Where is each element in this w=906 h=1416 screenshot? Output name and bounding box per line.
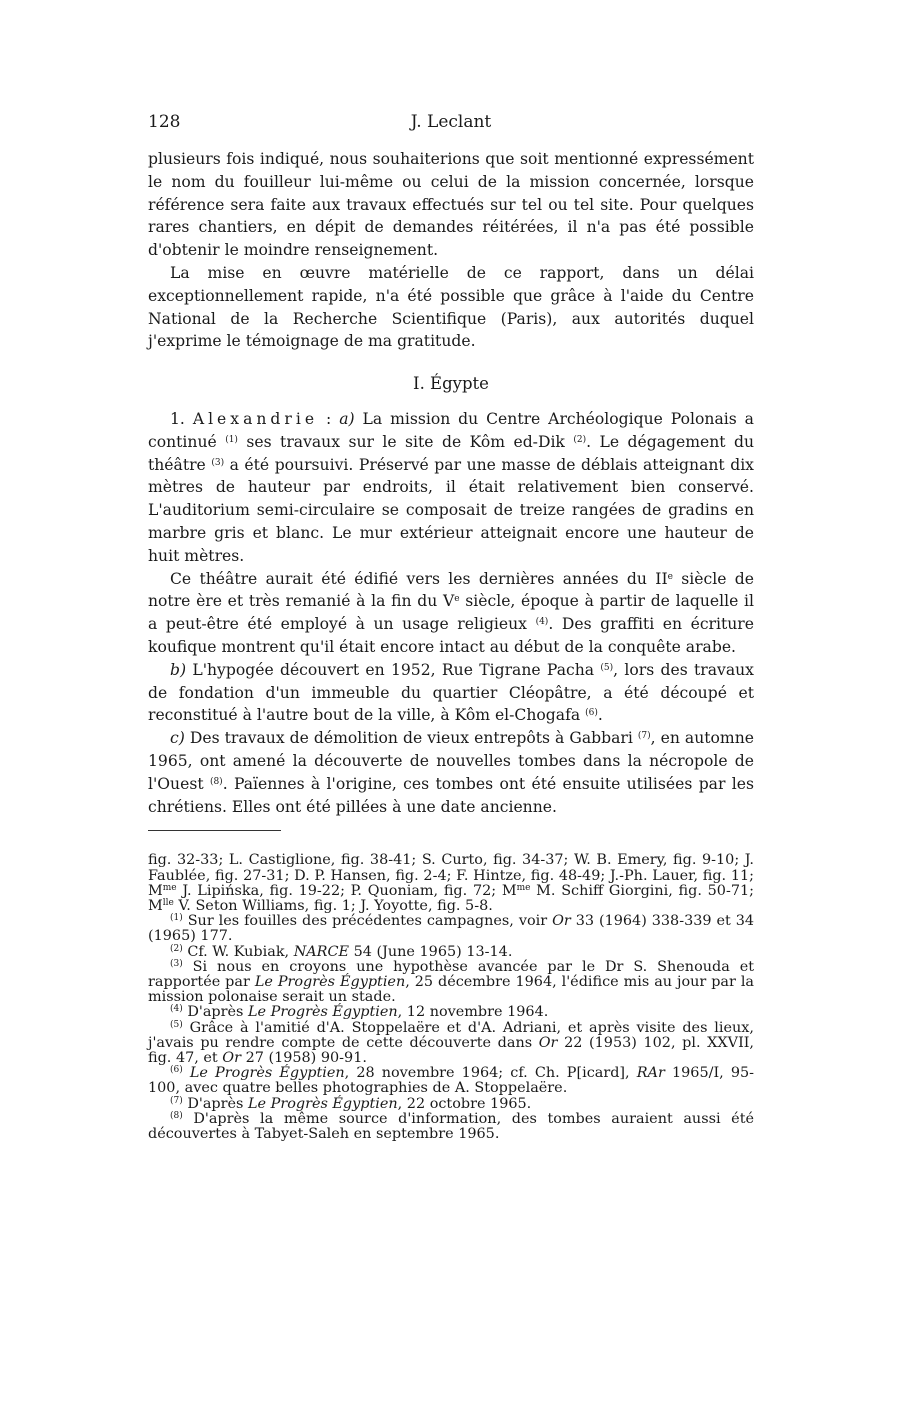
note-ref: (4) — [535, 617, 549, 628]
footnote: $^{(2)}$ Cf. W. Kubiak, NARCE 54 (June 1965) 13-14. — [170, 943, 513, 960]
note-ref: (3) — [211, 457, 225, 468]
note-ref: (5) — [600, 662, 614, 673]
place-name: Alexandrie — [192, 409, 319, 428]
footnotes — [148, 853, 754, 1142]
footnote-divider — [148, 830, 281, 831]
page-number: 128 — [148, 112, 181, 132]
footnote: $^{(8)}$ D'après la même source d'information, des tombes auraient aussi été découvertes à Tabyet-Saleh en septembre 1965. — [148, 1110, 754, 1142]
footnote-marker: (6) — [170, 1065, 183, 1076]
note-ref: (1) — [225, 434, 238, 445]
paragraph-alexandrie-a: 1. Alexandrie : a) La mission du Centre Archéologique Polonais a continué $^{(1)}$ ses travaux sur le site de Kôm ed-Dik $^{(2)}$. Le dégagement du théâtre $^{(3)}$ a été poursuivi. Préservé par une masse de déblais atteignant dix mètres de hauteur par endroits, il était relativement bien conservé. L'auditorium semi-circulaire se composait de treize rangées de gradins en marbre gris et blanc. Le mur extérieur atteignait encore une hauteur de huit mètres. — [148, 409, 754, 565]
footnote-marker: (1) — [170, 913, 183, 924]
subsection-label: b) — [170, 660, 187, 679]
paragraph-alexandrie-b: b) L'hypogée découvert en 1952, Rue Tigrane Pacha $^{(5)}$, lors des travaux de fondation d'un immeuble du quartier Cléopâtre, a été découpé et reconstitué à l'autre bout de la ville, à Kôm el-Chogafa $^{(6)}$. — [148, 660, 754, 725]
note-ref: (7) — [637, 731, 651, 742]
footnote-marker: (3) — [170, 958, 183, 969]
footnote: $^{(4)}$ D'après Le Progrès Égyptien, 12 novembre 1964. — [170, 1004, 549, 1021]
footnote-marker: (5) — [170, 1019, 183, 1030]
note-ref: (8) — [209, 776, 223, 787]
footnote-continuation: fig. 32-33; L. Castiglione, fig. 38-41; S. Curto, fig. 34-37; W. B. Emery, fig. 9-10; J. Faublée, fig. 27-31; D. P. Hansen, fig. 2-4; F. Hintze, fig. 48-49; J.-Ph. Lauer, fig. 11; $M^{me}$ J. Lipińska, fig. 19-22; P. Quoniam, fig. 72; $M^{me}$ M. Schiff Giorgini, fig. 50-71; $M^{lle}$ V. Seton Williams, fig. 1; J. Yoyotte, fig. 5-8. — [148, 852, 754, 914]
item-number: 1. — [170, 409, 185, 428]
footnote-marker: (7) — [170, 1095, 183, 1106]
footnote: $^{(7)}$ D'après Le Progrès Égyptien, 22 octobre 1965. — [170, 1095, 532, 1112]
page — [148, 112, 754, 1142]
paragraph: La mise en œuvre matérielle de ce rapport, dans un délai exceptionnellement rapide, n'a été possible que grâce à l'aide du Centre National de la Recherche Scientifique (Paris), aux autorités duquel j'exprime le témoignage de ma gratitude. — [148, 263, 754, 351]
footnote-marker: (2) — [170, 943, 183, 954]
note-ref: (6) — [585, 708, 598, 719]
paragraph-alexandrie-c: c) Des travaux de démolition de vieux entrepôts à Gabbari $^{(7)}$, en automne 1965, ont amené la découverte de nouvelles tombes dans la nécropole de l'Ouest $^{(8)}$. Païennes à l'origine, ces tombes ont été ensuite utilisées par les chrétiens. Elles ont été pillées à une date ancienne. — [148, 729, 754, 816]
section-heading: I. Égypte — [413, 374, 489, 394]
paragraph: plusieurs fois indiqué, nous souhaiterions que soit mentionné expressément le nom du fouilleur lui-même ou celui de la mission concernée, lorsque référence sera faite aux travaux effectués sur tel ou tel site. Pour quelques rares chantiers, en dépit de demandes réitérées, il n'a pas été possible d'obtenir le moindre renseignement. — [148, 150, 754, 260]
footnote-marker: (4) — [170, 1004, 183, 1015]
footnote: $^{(6)}$ Le Progrès Égyptien, 28 novembre 1964; cf. Ch. P[icard], RAr 1965/I, 95-100, avec quatre belles photographies de A. Stoppelaëre. — [148, 1065, 755, 1097]
running-title: J. Leclant — [410, 112, 492, 132]
subsection-label: a) — [339, 409, 355, 428]
footnote: $^{(1)}$ Sur les fouilles des précédentes campagnes, voir Or 33 (1964) 338-339 et 34 (1965) 177. — [148, 913, 755, 945]
paragraph-theatre: Ce théâtre aurait été édifié vers les dernières années du IIe siècle de notre ère et très remanié à la fin du Ve siècle, époque à partir de laquelle il a peut-être été employé à un usage religieux $^{(4)}$. Des graffiti en écriture koufique montrent qu'il était encore intact au début de la conquête arabe. — [148, 569, 754, 656]
footnote: $^{(5)}$ Grâce à l'amitié d'A. Stoppelaëre et d'A. Adriani, et après visite des lieux, j'avais pu rendre compte de cette découverte dans Or 22 (1953) 102, pl. XXVII, fig. 47, et Or 27 (1958) 90-91. — [148, 1019, 755, 1066]
page-header — [148, 112, 754, 138]
footnote-marker: (8) — [170, 1110, 183, 1121]
body-text — [148, 148, 754, 818]
note-ref: (2) — [573, 434, 587, 445]
subsection-label: c) — [170, 729, 185, 748]
footnote: $^{(3)}$ Si nous en croyons une hypothèse avancée par le Dr S. Shenouda et rapportée par Le Progrès Égyptien, 25 décembre 1964, l'édifice mis au jour par la mission polonaise serait un stade. — [148, 958, 755, 1006]
